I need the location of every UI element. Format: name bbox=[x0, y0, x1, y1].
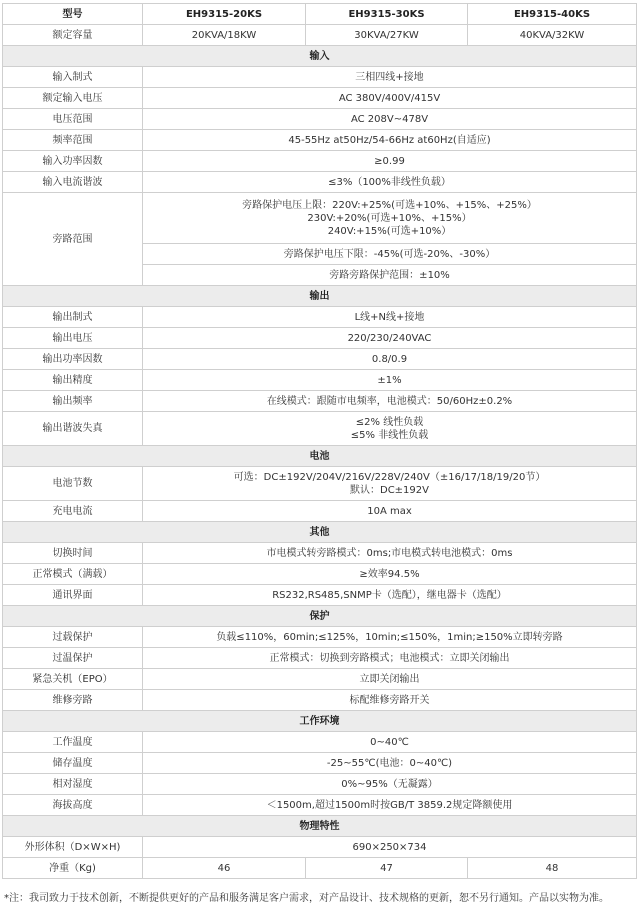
bypass-maint-value: 旁路旁路保护范围：±10% bbox=[143, 265, 637, 286]
input-voltage-row bbox=[3, 88, 637, 109]
section-protection: 保护 bbox=[3, 606, 637, 627]
comm-row bbox=[3, 585, 637, 606]
humidity-label: 相对湿度 bbox=[3, 774, 143, 795]
efficiency-label: 正常模式（满载） bbox=[3, 564, 143, 585]
capacity-20ks: 20KVA/18KW bbox=[143, 25, 306, 46]
dimensions-label: 外形体积（D×W×H) bbox=[3, 837, 143, 858]
humidity-value: 0%~95%（无凝露） bbox=[143, 774, 637, 795]
output-precision-value: ±1% bbox=[143, 370, 637, 391]
input-voltage-value: AC 380V/400V/415V bbox=[143, 88, 637, 109]
epo-label: 紧急关机（EPO） bbox=[3, 669, 143, 690]
altitude-value: ＜1500m,超过1500m时按GB/T 3859.2规定降额使用 bbox=[143, 795, 637, 816]
battery-count-value bbox=[143, 467, 637, 501]
battery-count-line-1: 可选：DC±192V/204V/216V/228V/240V（±16/17/18/19/20节） bbox=[233, 471, 546, 483]
bypass-upper-row bbox=[3, 193, 637, 244]
output-system-value: L线+N线+接地 bbox=[143, 307, 637, 328]
epo-value: 立即关闭输出 bbox=[143, 669, 637, 690]
capacity-40ks: 40KVA/32KW bbox=[468, 25, 637, 46]
spec-table bbox=[2, 3, 637, 879]
maint-bypass-row bbox=[3, 690, 637, 711]
storage-temp-value: -25~55℃(电池：0~40℃) bbox=[143, 753, 637, 774]
output-voltage-label: 输出电压 bbox=[3, 328, 143, 349]
maint-bypass-label: 维修旁路 bbox=[3, 690, 143, 711]
op-temp-value: 0~40℃ bbox=[143, 732, 637, 753]
altitude-row bbox=[3, 795, 637, 816]
section-output-row bbox=[3, 286, 637, 307]
input-system-value: 三相四线+接地 bbox=[143, 67, 637, 88]
battery-charge-value: 10A max bbox=[143, 501, 637, 522]
battery-count-label: 电池节数 bbox=[3, 467, 143, 501]
battery-charge-label: 充电电流 bbox=[3, 501, 143, 522]
input-thd-value: ≤3%（100%非线性负载） bbox=[143, 172, 637, 193]
transfer-row bbox=[3, 543, 637, 564]
output-thd-value bbox=[143, 412, 637, 446]
bypass-label: 旁路范围 bbox=[3, 193, 143, 286]
dimensions-row bbox=[3, 837, 637, 858]
input-freq-value: 45-55Hz at50Hz/54-66Hz at60Hz(自适应) bbox=[143, 130, 637, 151]
weight-20ks: 46 bbox=[143, 858, 306, 879]
output-freq-label: 输出频率 bbox=[3, 391, 143, 412]
humidity-row bbox=[3, 774, 637, 795]
overtemp-row bbox=[3, 648, 637, 669]
weight-30ks: 47 bbox=[306, 858, 468, 879]
output-freq-value: 在线模式：跟随市电频率，电池模式：50/60Hz±0.2% bbox=[143, 391, 637, 412]
model-40ks: EH9315-40KS bbox=[468, 4, 637, 25]
section-physical-row bbox=[3, 816, 637, 837]
bypass-upper-line-3: 240V:+15%(可选+10%） bbox=[327, 225, 452, 237]
output-pf-label: 输出功率因数 bbox=[3, 349, 143, 370]
input-freq-row bbox=[3, 130, 637, 151]
output-freq-row bbox=[3, 391, 637, 412]
bypass-upper-line-2: 230V:+20%(可选+10%、+15%） bbox=[307, 212, 472, 224]
output-thd-row bbox=[3, 412, 637, 446]
input-freq-label: 频率范围 bbox=[3, 130, 143, 151]
epo-row bbox=[3, 669, 637, 690]
section-other: 其他 bbox=[3, 522, 637, 543]
output-system-row bbox=[3, 307, 637, 328]
section-battery: 电池 bbox=[3, 446, 637, 467]
input-voltage-label: 额定输入电压 bbox=[3, 88, 143, 109]
input-range-label: 电压范围 bbox=[3, 109, 143, 130]
weight-row bbox=[3, 858, 637, 879]
battery-count-row bbox=[3, 467, 637, 501]
input-pf-row bbox=[3, 151, 637, 172]
model-30ks: EH9315-30KS bbox=[306, 4, 468, 25]
model-header-row bbox=[3, 4, 637, 25]
output-pf-row bbox=[3, 349, 637, 370]
storage-temp-row bbox=[3, 753, 637, 774]
section-environment-row bbox=[3, 711, 637, 732]
battery-charge-row bbox=[3, 501, 637, 522]
input-pf-value: ≥0.99 bbox=[143, 151, 637, 172]
model-label: 型号 bbox=[3, 4, 143, 25]
output-voltage-row bbox=[3, 328, 637, 349]
battery-count-line-2: 默认：DC±192V bbox=[350, 484, 429, 496]
maint-bypass-value: 标配维修旁路开关 bbox=[143, 690, 637, 711]
bypass-upper-value bbox=[143, 193, 637, 244]
transfer-value: 市电模式转旁路模式：0ms;市电模式转电池模式：0ms bbox=[143, 543, 637, 564]
overtemp-label: 过温保护 bbox=[3, 648, 143, 669]
bypass-lower-value: 旁路保护电压下限：-45%(可选-20%、-30%） bbox=[143, 244, 637, 265]
input-system-label: 输入制式 bbox=[3, 67, 143, 88]
footnote: *注：我司致力于技术创新，不断提供更好的产品和服务满足客户需求，对产品设计、技术规格的更新，恕不另行通知。产品以实物为准。 bbox=[4, 893, 609, 904]
capacity-30ks: 30KVA/27KW bbox=[306, 25, 468, 46]
output-precision-row bbox=[3, 370, 637, 391]
output-thd-line-1: ≤2% 线性负载 bbox=[355, 416, 424, 428]
output-thd-line-2: ≤5% 非线性负载 bbox=[350, 429, 429, 441]
overload-row bbox=[3, 627, 637, 648]
overload-value: 负载≤110%，60min;≤125%，10min;≤150%，1min;≥150%立即转旁路 bbox=[143, 627, 637, 648]
op-temp-label: 工作温度 bbox=[3, 732, 143, 753]
input-pf-label: 输入功率因数 bbox=[3, 151, 143, 172]
section-output: 输出 bbox=[3, 286, 637, 307]
efficiency-row bbox=[3, 564, 637, 585]
section-battery-row bbox=[3, 446, 637, 467]
weight-label: 净重（Kg) bbox=[3, 858, 143, 879]
efficiency-value: ≥效率94.5% bbox=[143, 564, 637, 585]
model-20ks: EH9315-20KS bbox=[143, 4, 306, 25]
capacity-label: 额定容量 bbox=[3, 25, 143, 46]
output-voltage-value: 220/230/240VAC bbox=[143, 328, 637, 349]
output-pf-value: 0.8/0.9 bbox=[143, 349, 637, 370]
output-thd-label: 输出谐波失真 bbox=[3, 412, 143, 446]
comm-label: 通讯界面 bbox=[3, 585, 143, 606]
overload-label: 过载保护 bbox=[3, 627, 143, 648]
comm-value: RS232,RS485,SNMP卡（选配），继电器卡（选配） bbox=[143, 585, 637, 606]
section-physical: 物理特性 bbox=[3, 816, 637, 837]
section-other-row bbox=[3, 522, 637, 543]
input-system-row bbox=[3, 67, 637, 88]
section-protection-row bbox=[3, 606, 637, 627]
input-range-value: AC 208V~478V bbox=[143, 109, 637, 130]
storage-temp-label: 储存温度 bbox=[3, 753, 143, 774]
section-environment: 工作环境 bbox=[3, 711, 637, 732]
section-input-row bbox=[3, 46, 637, 67]
input-range-row bbox=[3, 109, 637, 130]
input-thd-label: 输入电流谐波 bbox=[3, 172, 143, 193]
weight-40ks: 48 bbox=[468, 858, 637, 879]
input-thd-row bbox=[3, 172, 637, 193]
output-system-label: 输出制式 bbox=[3, 307, 143, 328]
dimensions-value: 690×250×734 bbox=[143, 837, 637, 858]
capacity-row bbox=[3, 25, 637, 46]
overtemp-value: 正常模式：切换到旁路模式；电池模式：立即关闭输出 bbox=[143, 648, 637, 669]
altitude-label: 海拔高度 bbox=[3, 795, 143, 816]
op-temp-row bbox=[3, 732, 637, 753]
transfer-label: 切换时间 bbox=[3, 543, 143, 564]
section-input: 输入 bbox=[3, 46, 637, 67]
output-precision-label: 输出精度 bbox=[3, 370, 143, 391]
bypass-upper-line-1: 旁路保护电压上限：220V:+25%(可选+10%、+15%、+25%） bbox=[242, 199, 537, 211]
